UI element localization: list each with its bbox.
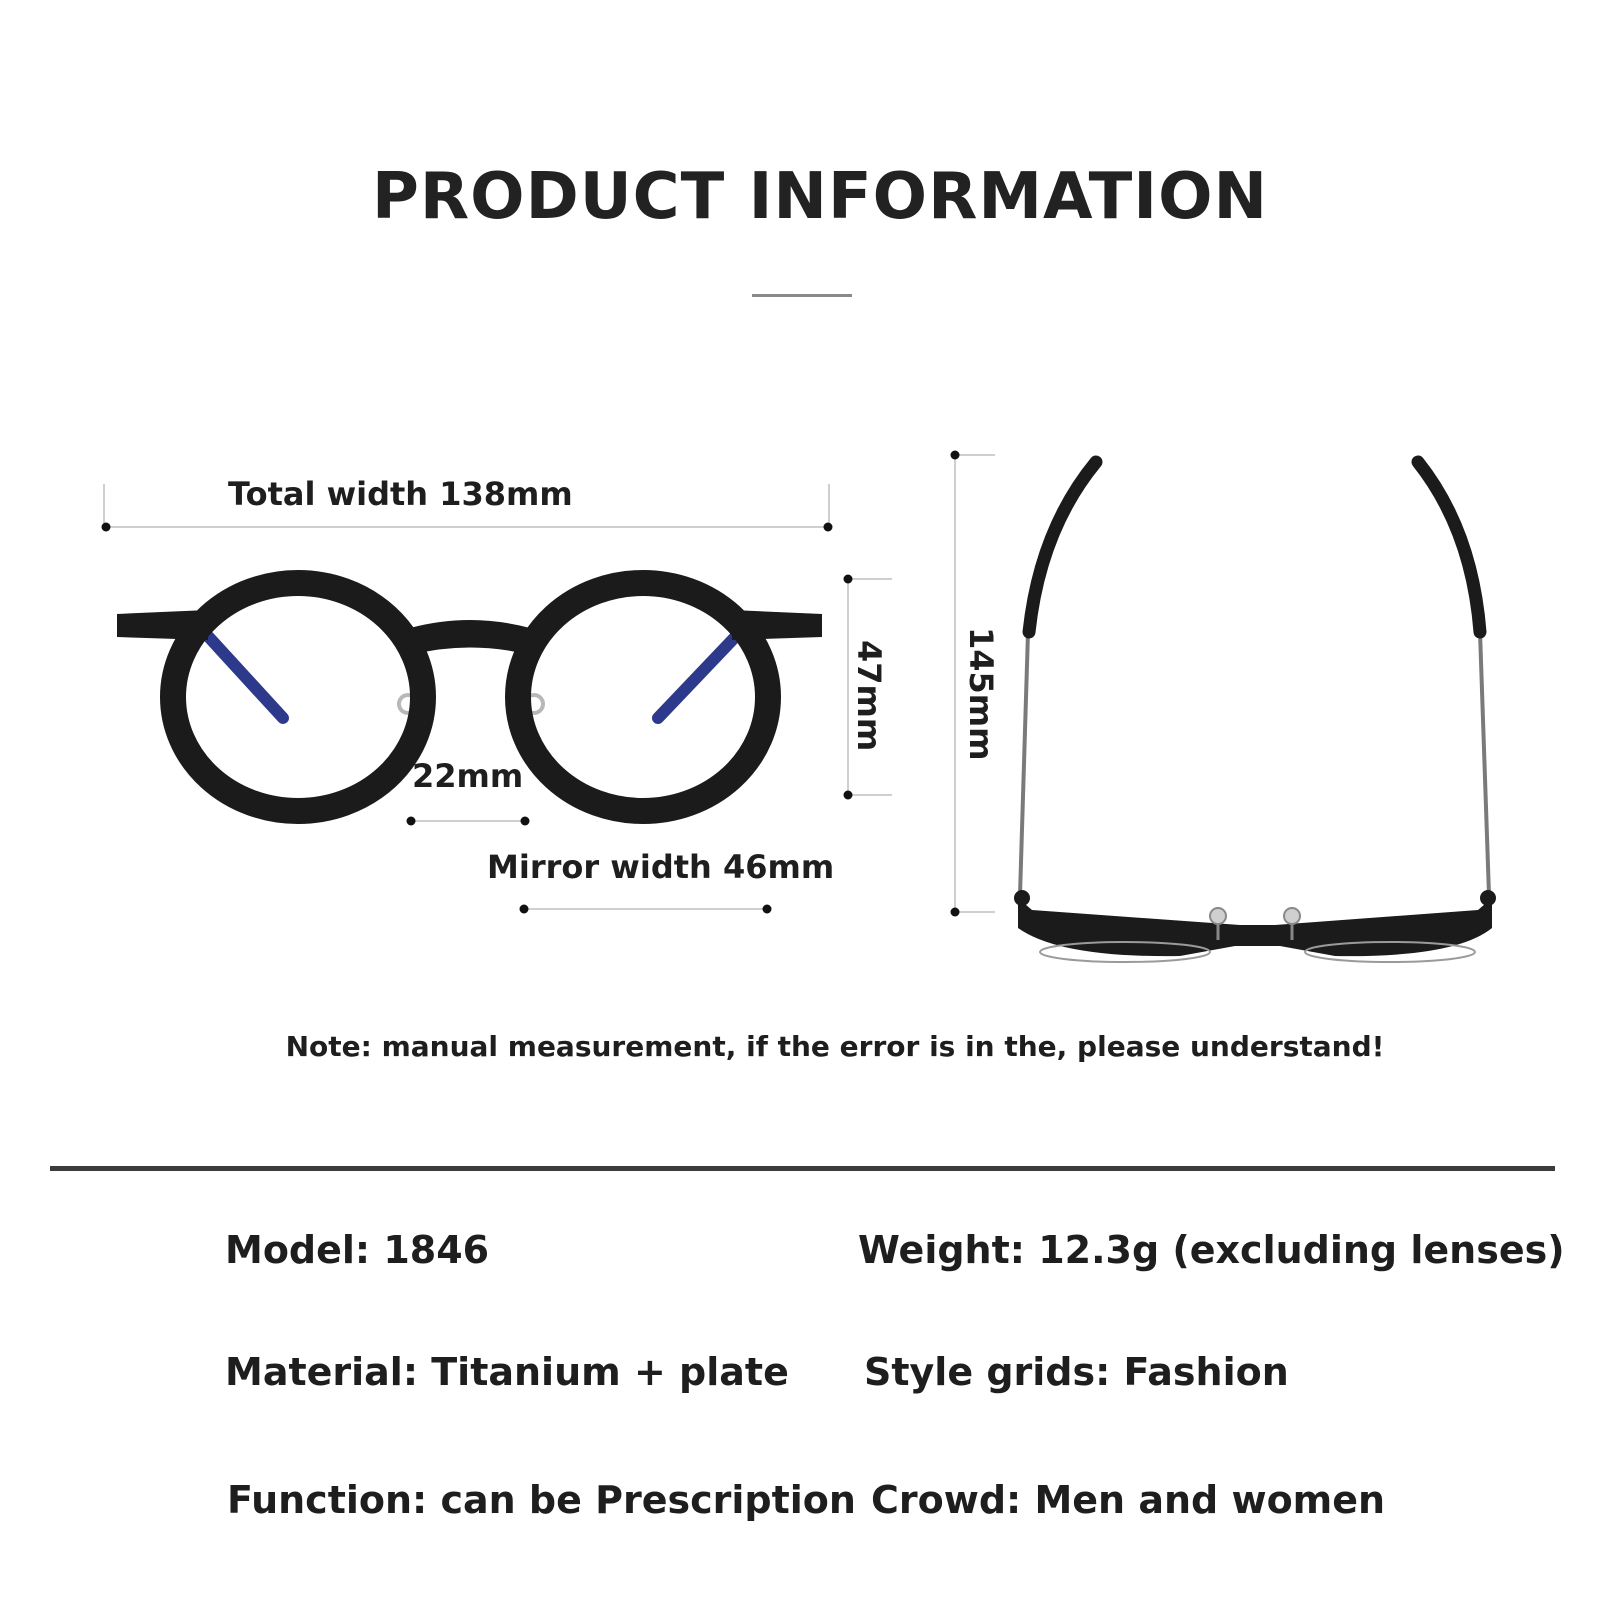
lens-height-label: 47mm (850, 640, 888, 752)
temple-length-label: 145mm (962, 627, 1000, 761)
page-title: PRODUCT INFORMATION (371, 160, 1269, 234)
mirror-width-label: Mirror width 46mm (487, 848, 835, 886)
section-divider (50, 1166, 1555, 1171)
total-width-label: Total width 138mm (228, 475, 573, 513)
spec-weight: Weight: 12.3g (excluding lenses) (858, 1228, 1565, 1272)
measurement-note: Note: manual measurement, if the error is in the, please understand! (285, 1030, 1385, 1063)
spec-style: Style grids: Fashion (864, 1350, 1289, 1394)
glasses-top-view-icon (1014, 462, 1496, 962)
bridge-width-label: 22mm (412, 757, 524, 795)
spec-function: Function: can be Prescription (227, 1478, 856, 1522)
spec-model: Model: 1846 (225, 1228, 490, 1272)
spec-crowd: Crowd: Men and women (871, 1478, 1386, 1522)
spec-material: Material: Titanium + plate (225, 1350, 789, 1394)
